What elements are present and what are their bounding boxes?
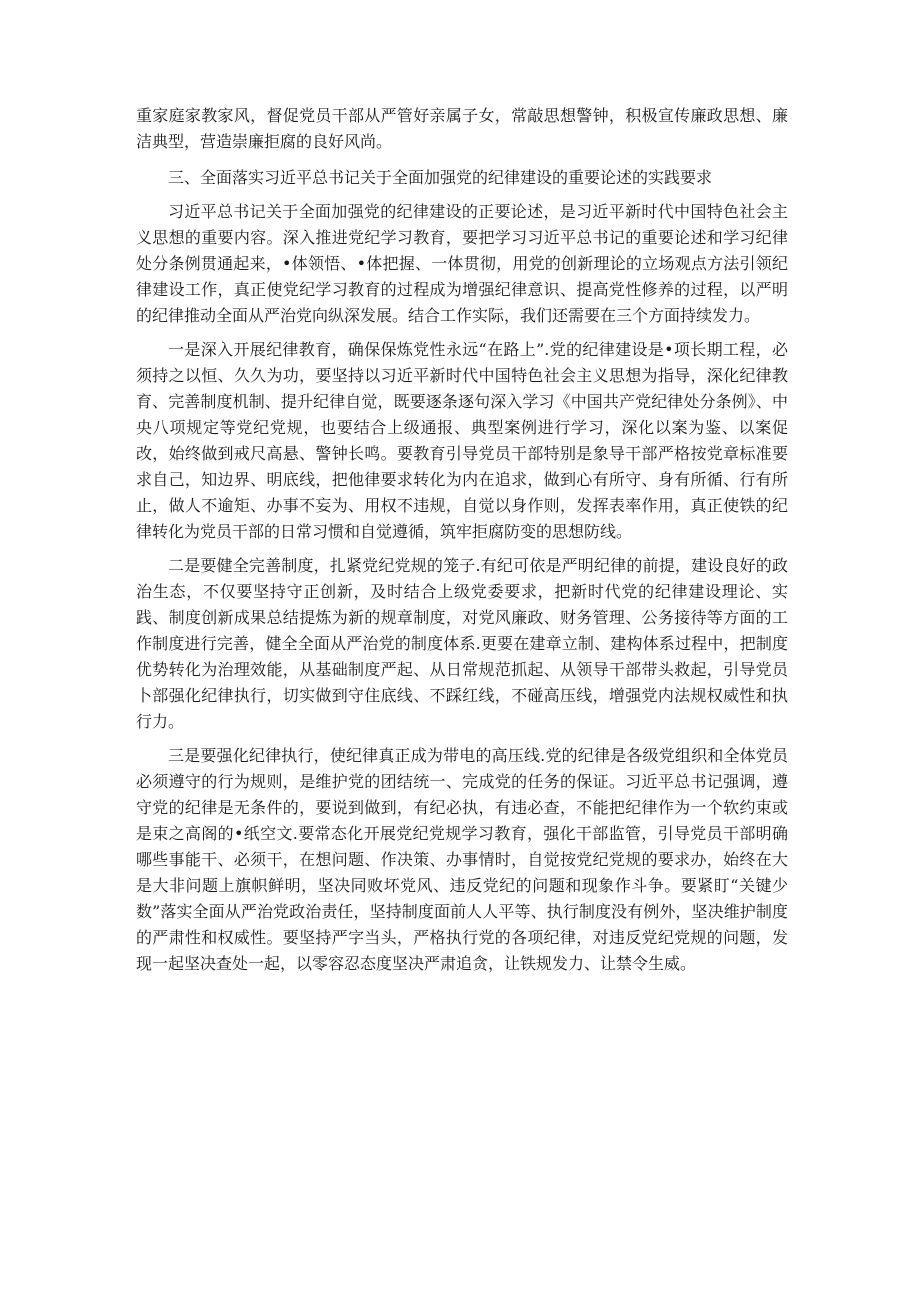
section-heading: 三、全面落实习近平总书记关于全面加强党的纪律建设的重要论述的实践要求 [168,168,713,187]
continuation-paragraph: 重家庭家教家风，督促党员干部从严管好亲属子女，常敲思想警钟，积极宣传廉政思想、廉洁典型，营造崇廉拒腐的良好风尚。 [136,106,788,151]
point-one-paragraph: 一是深入开展纪律教育，确保保炼党性永远“在路上”.党的纪律建设是•项长期工程，必须持之以恒、久久为功，要坚持以习近平新时代中国特色社会主义思想为指导，深化纪律教育、完善制度机制、提升纪律自觉，既要逐条逐句深入学习《中国共产党纪律处分条例》、中央八项规定等党纪党规，也要结合上级通报、典型案例进行学习，深化以案为鉴、以案促改，始终做到戒尺高悬、警钟长鸣。要教育引导党员干部特别是象导干部严格按党章标准要求自己，知边界、明底线，把他律要求转化为内在追求，做到心有所守、身有所循、行有所止，做人不逾矩、办事不妄为、用权不违规，自觉以身作则，发挥表率作用，真正使铁的纪律转化为党员干部的日常习惯和自觉遵循，筑牢拒腐防变的思想防线。 [136,340,788,541]
point-three-paragraph: 三是要强化纪律执行，使纪律真正成为带电的高压线.党的纪律是各级党组织和全体党员必须遵守的行为规则，是维护党的团结统一、完成党的任务的保证。习近平总书记强调，遵守党的纪律是无条件的，要说到做到，有纪必执，有违必查，不能把纪律作为一个软约束或是束之高阁的•纸空文.要常态化开展党纪党规学习教育，强化干部监管，引导党员干部明确哪些事能干、必须干，在想问题、作决策、办事情时，自觉按党纪党规的要求办，始终在大是大非问题上旗帜鲜明，坚决同败坏党风、违反党纪的问题和现象作斗争。要紧盯“关键少数”落实全面从严治党政治责任，坚持制度面前人人平等、执行制度没有例外，坚决维护制度的严肃性和权威性。要坚持严字当头，严格执行党的各项纪律，对违反党纪党规的问题，发现一起坚决查处一起，以零容忍态度坚决严肃追贪，让铁规发力、让禁令生威。 [136,746,788,973]
document-page [136,103,788,985]
point-two-paragraph: 二是要健全完善制度，扎紧党纪党规的笼子.有纪可依是严明纪律的前提，建设良好的政治生态，不仅要坚持守正创新，及时结合上级党委要求，把新时代党的纪律建设理论、实践、制度创新成果总结提炼为新的规章制度，对党风廉政、财务管理、公务接待等方面的工作制度进行完善，健全全面从严治党的制度体系.更要在建章立制、建构体系过程中，把制度优势转化为治理效能，从基础制度严起、从日常规范抓起、从领导干部带头救起，引导党员卜部强化纪律执行，切实做到守住底线、不踩红线，不碰高压线，增强党内法规权威性和执行力。 [136,556,788,731]
intro-paragraph: 习近平总书记关于全面加强党的纪律建设的正要论述，是习近平新时代中国特色社会主义思想的重要内容。深入推进党纪学习教育，要把学习习近平总书记的重要论述和学习纪律处分条例贯通起来，•体领悟、•体把握、一体贯彻，用党的创新理论的立场观点方法引领纪律建设工作，真正使党纪学习教育的过程成为增强纪律意识、提高党性修养的过程，以严明的纪律推动全面从严治党向纵深发展。结合工作实际，我们还需要在三个方面持续发力。 [136,202,788,325]
